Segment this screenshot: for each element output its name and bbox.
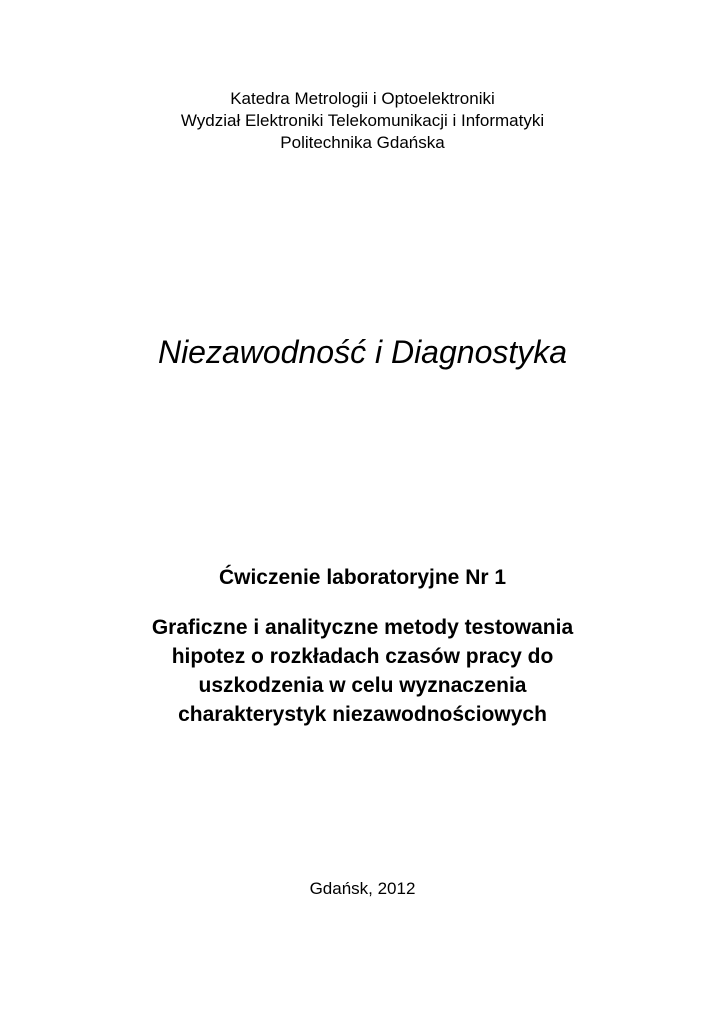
topic-line: charakterystyk niezawodnościowych	[178, 703, 547, 726]
topic-line: Graficzne i analityczne metody testowania	[151, 616, 574, 639]
department-name: Katedra Metrologii i Optoelektroniki	[230, 89, 495, 108]
course-title: Niezawodność i Diagnostyka	[157, 334, 568, 370]
exercise-topic	[0, 613, 725, 729]
institution-header	[0, 88, 725, 154]
topic-line: hipotez o rozkładach czasów pracy do	[171, 645, 554, 668]
place-and-date: Gdańsk, 2012	[309, 879, 416, 898]
exercise-title: Ćwiczenie laboratoryjne Nr 1	[218, 566, 507, 589]
faculty-name: Wydział Elektroniki Telekomunikacji i Informatyki	[180, 111, 545, 130]
topic-line: uszkodzenia w celu wyznaczenia	[198, 674, 527, 697]
university-name: Politechnika Gdańska	[280, 133, 445, 152]
